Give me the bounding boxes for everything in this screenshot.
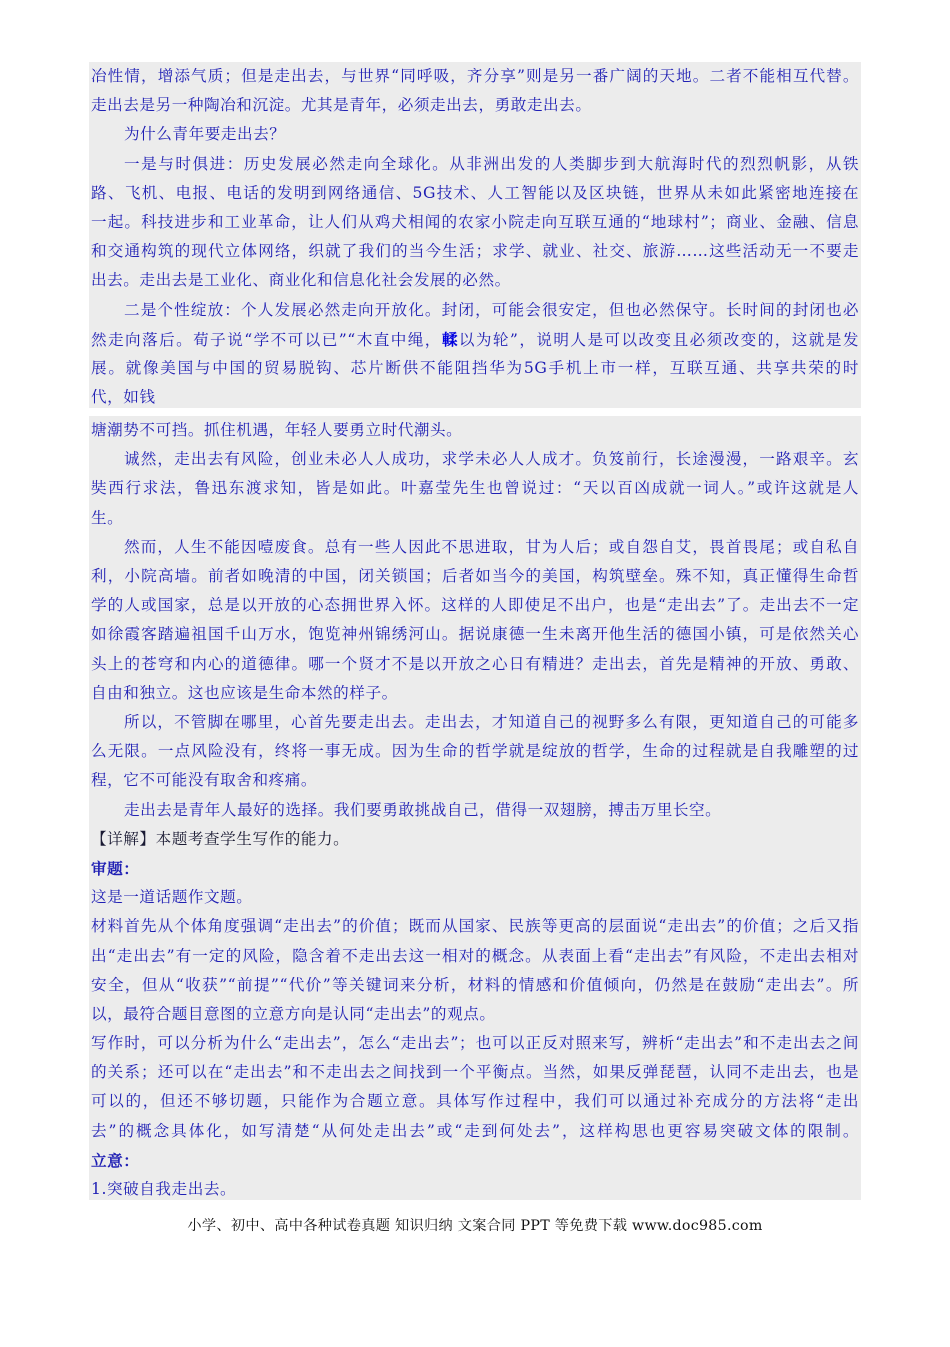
text-line: 出去。走出去是工业化、商业化和信息化社会发展的必然。	[91, 271, 511, 290]
section-heading-shenti: 审题：	[91, 858, 140, 878]
text-line: 学的人或国家，总是以开放的心态拥世界入怀。这样的人即使足不出户，也是“走出去”了。走出去不一定	[91, 596, 859, 615]
text-line: 一是与时俱进：历史发展必然走向全球化。从非洲出发的人类脚步到大航海时代的烈烈帆影，从铁	[124, 154, 859, 173]
text-span: 以为轮”，说明人是可以改变且必须改变的，这就是发	[458, 330, 859, 349]
text-line: 去”的概念具体化，如写清楚“从何处走出去”或“走到何处去”，这样构思也更容易突破文体的限制。	[91, 1121, 859, 1140]
text-line: 头上的苍穹和内心的道德律。哪一个贤才不是以开放之心日有精进？走出去，首先是精神的开放、勇敢、	[91, 654, 859, 673]
text-line: 塘潮势不可挡。抓住机遇，年轻人要勇立时代潮头。	[91, 421, 463, 439]
page-footer: 小学、初中、高中各种试卷真题 知识归纳 文案合同 PPT 等免费下载 www.doc985.com	[187, 1218, 763, 1234]
text-line: 写作时，可以分析为什么“走出去”，怎么“走出去”；也可以正反对照来写，辨析“走出去”和不走出去之间	[91, 1034, 859, 1053]
text-line-with-bold-char	[91, 325, 859, 354]
text-line: 可以的，但还不够切题，只能作为合题立意。具体写作过程中，我们可以通过补充成分的方法将“走出	[91, 1092, 859, 1111]
text-line: 安全，但从“收获”“前提”“代价”等关键词来分析，材料的情感和价值倾向，仍然是在鼓励“走出去”。所	[91, 975, 859, 994]
text-line: 么无限。一点风险没有，终将一事无成。因为生命的哲学就是绽放的哲学，生命的过程就是自我雕塑的过	[91, 742, 859, 761]
text-line: 出“走出去”有一定的风险，隐含着不走出去这一相对的概念。从表面上看“走出去”有风险，不走出去相对	[91, 946, 859, 965]
text-line: 程，它不可能没有取舍和疼痛。	[91, 771, 318, 790]
text-line: 代，如钱	[91, 388, 156, 407]
text-line: 自由和独立。这也应该是生命本然的样子。	[91, 683, 398, 702]
text-line: 奘西行求法，鲁迅东渡求知，皆是如此。叶嘉莹先生也曾说过：“天以百凶成就一词人。”或许这就是人	[91, 479, 859, 498]
text-line: 如徐霞客踏遍祖国千山万水，饱览神州锦绣河山。据说康德一生未离开他生活的德国小镇，可是依然关心	[91, 625, 859, 644]
section-heading-liyi: 立意：	[91, 1150, 140, 1170]
text-line: 和交通构筑的现代立体网络，织就了我们的当今生活；求学、就业、社交、旅游……这些活动无一不要走	[91, 242, 859, 261]
text-line: 路、飞机、电报、电话的发明到网络通信、5G技术、人工智能以及区块链，世界从未如此紧密地连接在	[91, 183, 859, 202]
text-line: 所以，不管脚在哪里，心首先要走出去。走出去，才知道自己的视野多么有限，更知道自己的可能多	[124, 712, 859, 731]
text-line: 这是一道话题作文题。	[91, 888, 253, 907]
detail-heading: 【详解】本题考查学生写作的能力。	[91, 829, 350, 848]
text-line: 材料首先从个体角度强调“走出去”的价值；既而从国家、民族等更高的层面说“走出去”的价值；之后又指	[91, 917, 859, 936]
text-line: 以，最符合题目意图的立意方向是认同“走出去”的观点。	[91, 1004, 496, 1023]
text-line: 一起。科技进步和工业革命，让人们从鸡犬相闻的农家小院走向互联互通的“地球村”；商业、金融、信息	[91, 212, 859, 231]
text-line: 展。就像美国与中国的贸易脱钩、芯片断供不能阻挡华为5G手机上市一样，互联互通、共享共荣的时	[91, 358, 859, 377]
text-line: 1.突破自我走出去。	[91, 1180, 237, 1199]
text-line: 的关系；还可以在“走出去”和不走出去之间找到一个平衡点。当然，如果反弹琵琶，认同不走出去，也是	[91, 1063, 859, 1082]
text-line: 生。	[91, 508, 124, 527]
text-line: 诚然，走出去有风险，创业未必人人成功，求学未必人人成才。负笈前行，长途漫漫，一路艰辛。玄	[124, 450, 859, 469]
paragraph-question: 为什么青年要走出去？	[124, 125, 286, 144]
text-line: 走出去是另一种陶冶和沉淀。尤其是青年，必须走出去，勇敢走出去。	[91, 96, 592, 115]
text-line: 走出去是青年人最好的选择。我们要勇敢挑战自己，借得一双翅膀，搏击万里长空。	[124, 800, 722, 819]
bold-character: 輮	[441, 329, 459, 349]
text-block-upper	[89, 62, 861, 408]
text-block-lower	[89, 416, 861, 1200]
text-line: 然而，人生不能因噎废食。总有一些人因此不思进取，甘为人后；或自怨自艾，畏首畏尾；或自私自	[124, 537, 859, 556]
text-line: 利，小院高墙。前者如晚清的中国，闭关锁国；后者如当今的美国，构筑壁垒。殊不知，真正懂得生命哲	[91, 566, 859, 585]
text-span: 然走向落后。荀子说“学不可以已”“木直中绳，	[91, 330, 442, 349]
text-line: 二是个性绽放：个人发展必然走向开放化。封闭，可能会很安定，但也必然保守。长时间的封闭也必	[124, 300, 859, 319]
text-line: 冶性情，增添气质；但是走出去，与世界“同呼吸，齐分享”则是另一番广阔的天地。二者不能相互代替。	[91, 67, 859, 85]
